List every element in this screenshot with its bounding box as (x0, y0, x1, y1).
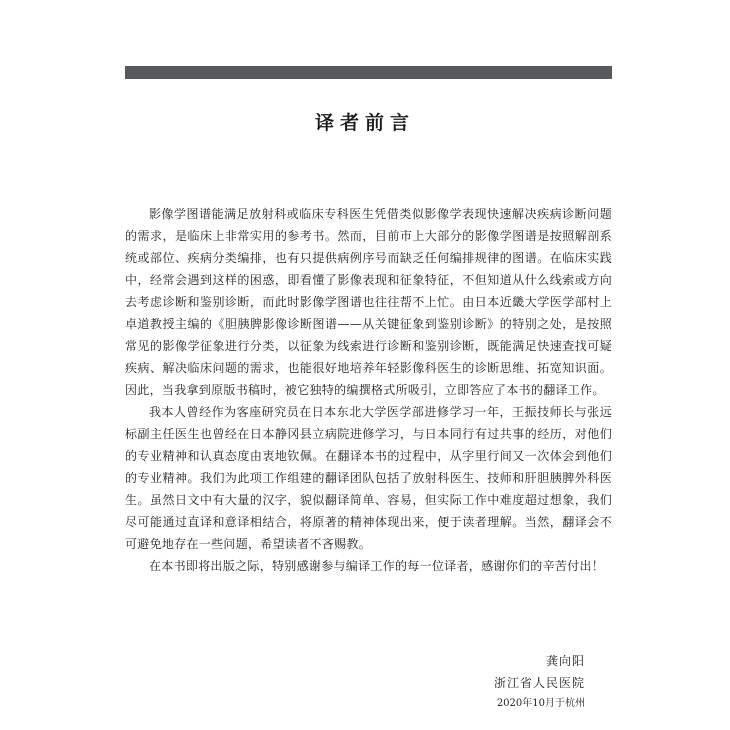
preface-paragraph-3: 在本书即将出版之际，特别感谢参与编译工作的每一位译者，感谢你们的辛苦付出！ (149, 559, 605, 573)
preface-body (125, 203, 612, 577)
signature-block (494, 650, 585, 714)
preface-paragraph-1: 影像学图谱能满足放射科或临床专科医生凭借类似影像学表现快速解决疾病诊断问题的需求，是临床上非常实用的参考书。然而，目前市上大部分的影像学图谱是按照解剖系统或部位、疾病分类编排，也有只提供病例序号而缺乏任何编排规律的图谱。在临床实践中，经常会遇到这样的困惑，即看懂了影像表现和征象特征，不但知道从什么线索或方向去考虑诊断和鉴别诊断，而此时影像学图谱也往往帮不上忙。由日本近畿大学医学部村上卓道教授主编的《胆胰脾影像诊断图谱——从关键征象到鉴别诊断》的特别之处，是按照常见的影像学征象进行分类，以征象为线索进行诊断和鉴别诊断，既能满足快速查找可疑疾病、解决临床问题的需求，也能很好地培养年轻影像科医生的诊断思维、拓宽知识面。因此，当我拿到原版书稿时，被它独特的编撰格式所吸引，立即答应了本书的翻译工作。 (125, 207, 612, 397)
header-rule-bar (125, 66, 612, 79)
signature-date: 2020年10月于杭州 (496, 698, 585, 709)
page-title: 译者前言 (314, 112, 415, 134)
preface-paragraph-2: 我本人曾经作为客座研究员在日本东北大学医学部进修学习一年，王振技师长与张远标副主任医生也曾经在日本静冈县立病院进修学习，与日本同行有过共事的经历，对他们的专业精神和认真态度由衷地钦佩。在翻译本书的过程中，从字里行间又一次体会到他们的专业精神。我们为此项工作组建的翻译团队包括了放射科医生、技师和肝胆胰脾外科医生。虽然日文中有大量的汉字，貌似翻译简单、容易，但实际工作中难度超过想象，我们尽可能通过直译和意译相结合，将原著的精神体现出来，便于读者理解。当然，翻译会不可避免地存在一些问题，希望读者不吝赐教。 (125, 405, 612, 551)
signature-name: 龚向阳 (545, 654, 585, 668)
signature-institution: 浙江省人民医院 (493, 676, 585, 690)
